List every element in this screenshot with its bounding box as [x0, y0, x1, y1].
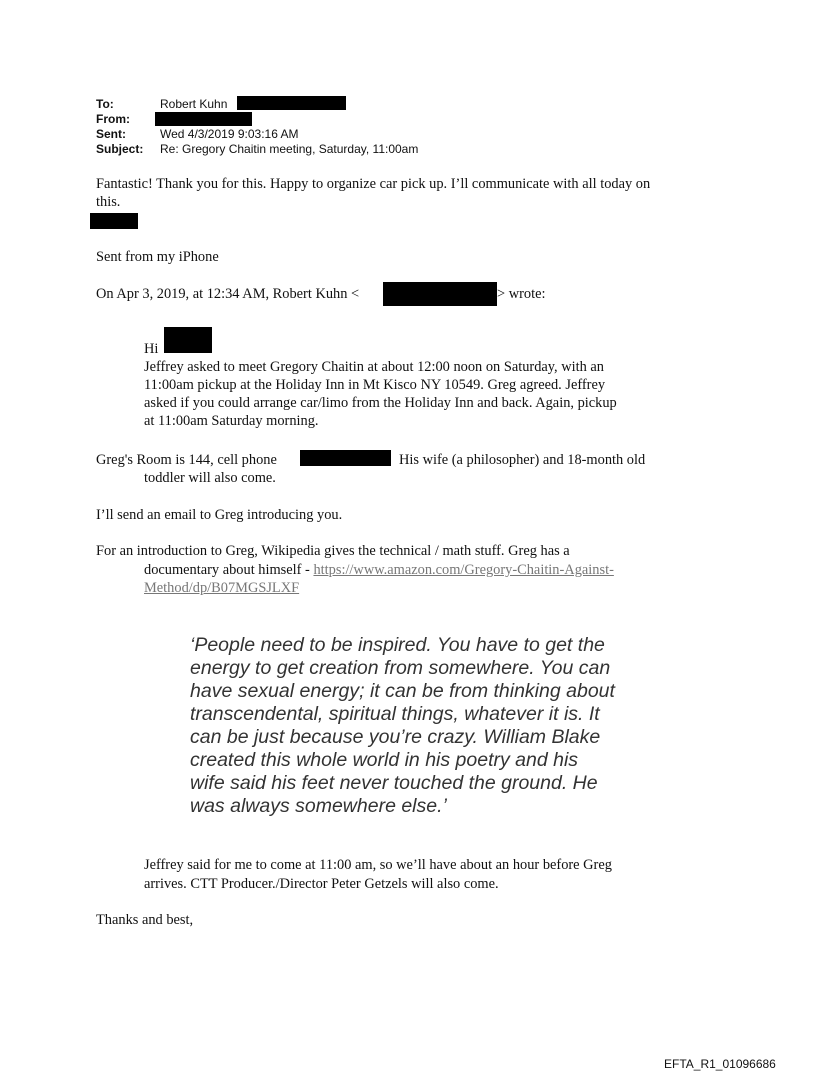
- subject-value: Re: Gregory Chaitin meeting, Saturday, 11:00am: [160, 142, 419, 156]
- document-id: EFTA_R1_01096686: [664, 1057, 776, 1071]
- blockquote-line: transcendental, spiritual things, whatever it is. It: [190, 703, 600, 725]
- blockquote-line: ‘People need to be inspired. You have to get the: [190, 634, 605, 656]
- redaction-signature: [90, 213, 138, 229]
- greeting: Hi: [144, 341, 159, 357]
- closing-line-1: Jeffrey said for me to come at 11:00 am, so we’ll have about an hour before Greg: [144, 857, 612, 873]
- intro-line-2-prefix: documentary about himself -: [144, 562, 314, 578]
- quote-intro-suffix: > wrote:: [497, 286, 546, 302]
- redaction-to-email: [237, 96, 346, 110]
- to-value: Robert Kuhn: [160, 97, 228, 111]
- redaction-kuhn-email: [383, 282, 497, 306]
- quoted-paragraph-1: [144, 358, 617, 430]
- intro-line-1: For an introduction to Greg, Wikipedia gives the technical / math stuff. Greg has a: [96, 543, 570, 559]
- blockquote-line: was always somewhere else.’: [190, 795, 447, 817]
- blockquote-line: wife said his feet never touched the ground. He: [190, 772, 598, 794]
- signoff: Thanks and best,: [96, 912, 194, 928]
- to-label: To:: [96, 97, 114, 111]
- para1-line: 11:00am pickup at the Holiday Inn in Mt Kisco NY 10549. Greg agreed. Jeffrey: [144, 377, 606, 393]
- sent-label: Sent:: [96, 127, 126, 141]
- blockquote: [190, 634, 660, 818]
- para1-line: at 11:00am Saturday morning.: [144, 413, 319, 429]
- reply-line-1: Fantastic! Thank you for this. Happy to organize car pick up. I’ll communicate with all today on: [96, 176, 651, 192]
- blockquote-line: energy to get creation from somewhere. You can: [190, 657, 611, 679]
- send-email-line: I’ll send an email to Greg introducing you.: [96, 507, 343, 523]
- reply-line-2: this.: [96, 194, 121, 210]
- subject-label: Subject:: [96, 142, 144, 156]
- room-line-2: toddler will also come.: [144, 470, 276, 486]
- sent-value: Wed 4/3/2019 9:03:16 AM: [160, 127, 299, 141]
- quote-intro-prefix: On Apr 3, 2019, at 12:34 AM, Robert Kuhn <: [96, 286, 360, 302]
- redaction-from: [155, 112, 252, 126]
- from-label: From:: [96, 112, 130, 126]
- room-prefix: Greg's Room is 144, cell phone: [96, 452, 277, 468]
- para1-line: asked if you could arrange car/limo from the Holiday Inn and back. Again, pickup: [144, 395, 617, 411]
- blockquote-line: created this whole world in his poetry and his: [190, 749, 579, 771]
- para1-line: Jeffrey asked to meet Gregory Chaitin at about 12:00 noon on Saturday, with an: [144, 359, 604, 375]
- intro-line-2: [144, 561, 614, 579]
- room-suffix: His wife (a philosopher) and 18-month old: [399, 452, 646, 468]
- sent-from-iphone: Sent from my iPhone: [96, 249, 219, 265]
- blockquote-line: can be just because you’re crazy. William Blake: [190, 726, 601, 748]
- redaction-cell-phone: [300, 450, 391, 466]
- closing-line-2: arrives. CTT Producer./Director Peter Getzels will also come.: [144, 876, 499, 892]
- amazon-link-part-1[interactable]: https://www.amazon.com/Gregory-Chaitin-Against-: [313, 562, 614, 578]
- amazon-link-part-2[interactable]: Method/dp/B07MGSJLXF: [144, 580, 300, 596]
- redaction-greeting-name: [164, 327, 212, 353]
- blockquote-line: have sexual energy; it can be from thinking about: [190, 680, 615, 702]
